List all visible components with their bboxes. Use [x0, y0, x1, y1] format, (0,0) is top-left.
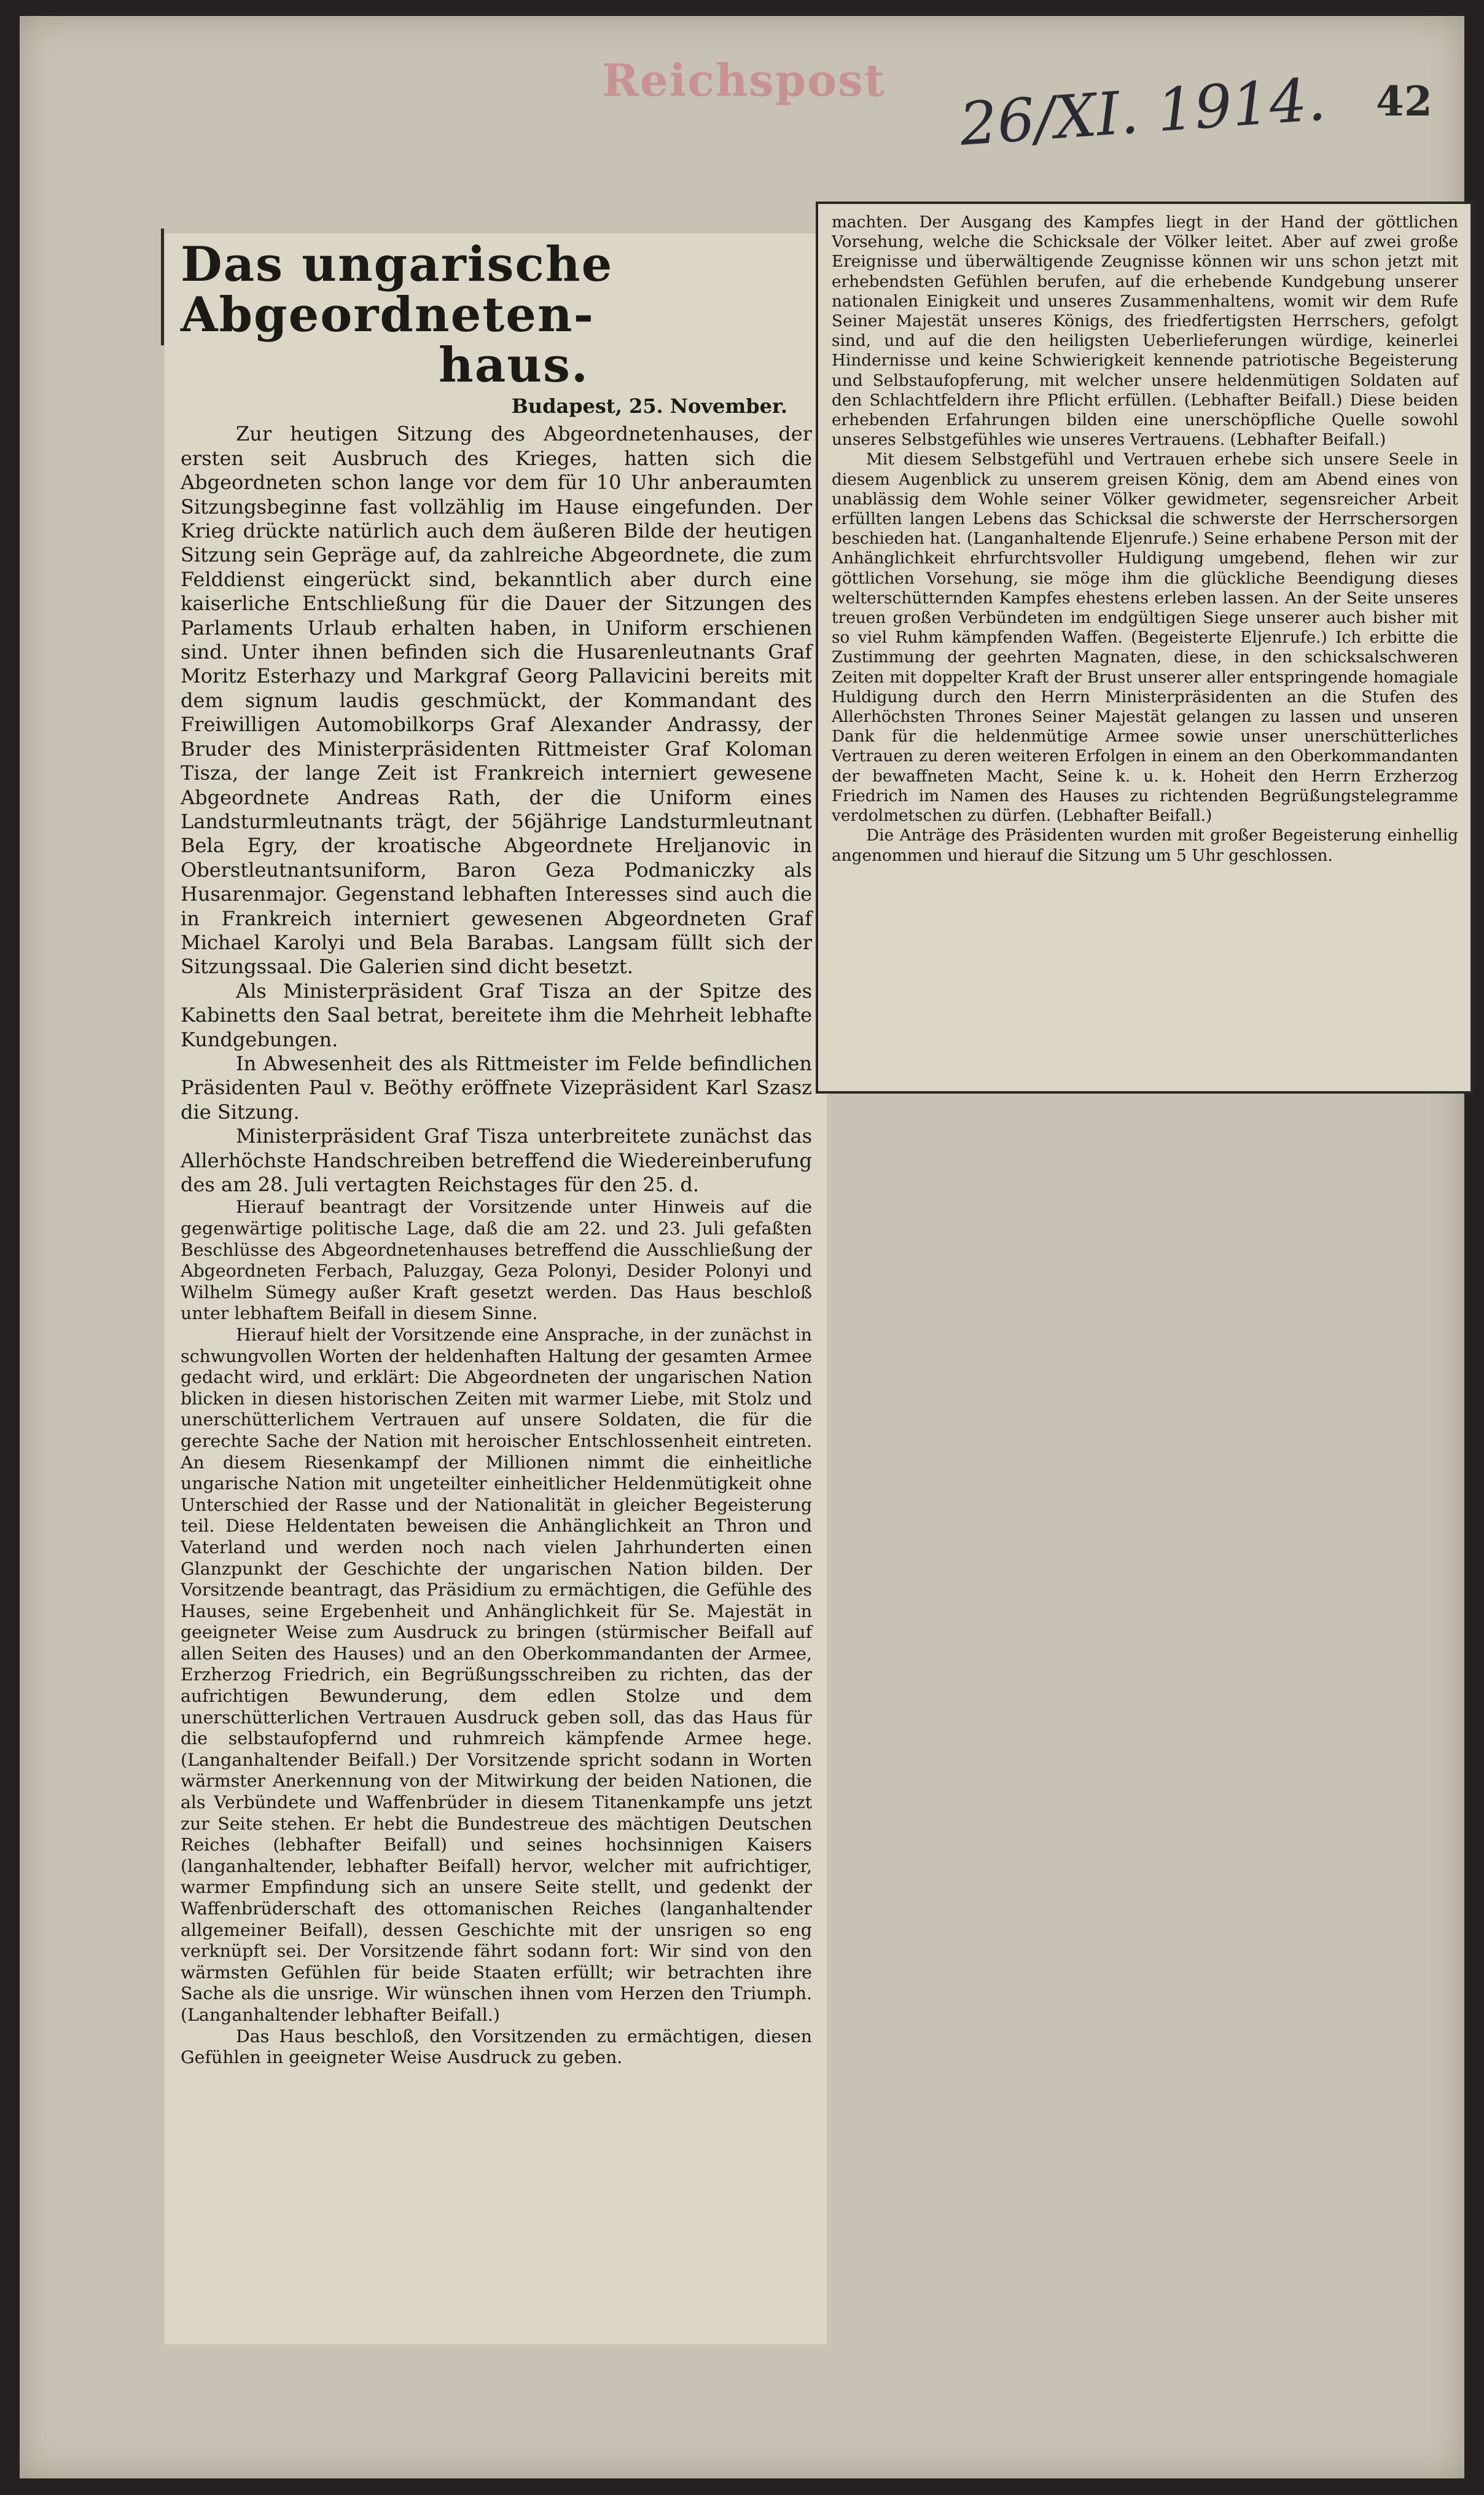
right-column-paragraph: machten. Der Ausgang des Kampfes liegt in der Hand der göttlichen Vorsehung, welche die Schicksale der Völker leitet. Aber auf zwei große Ereignisse und überwältigende Zeugnisse können wir uns schon jetzt mit erhebendsten Gefühlen berufen, auf die erhebende Kundgebung unserer nationalen Einigkeit und unseres Zusammenhaltens, womit wir dem Rufe Seiner Majestät unseres Königs, des friedfertigsten Herrschers, gefolgt sind, und auf die den heiligsten Ueberlieferungen würdige, keinerlei Hindernisse und keine Schwierigkeit kennende patriotische Begeisterung und Selbstaufopferung, mit welcher unsere heldenmütigen Soldaten auf den Schlachtfeldern ihre Pflicht erfüllen. (Lebhafter Beifall.) Diese beiden erhebenden Erfahrungen bilden eine unerschöpfliche Quelle sowohl unseres Selbstgefühles wie unseres Vertrauens. (Lebhafter Beifall.) [832, 213, 1458, 450]
title-line-1: Das ungarische Abgeordneten- [181, 237, 614, 343]
article-title [181, 237, 812, 393]
article-paragraph: In Abwesenheit des als Rittmeister im Felde befindlichen Präsidenten Paul v. Beöthy eröffnete Vizepräsident Karl Szasz die Sitzung. [181, 1051, 812, 1124]
newspaper-stamp: Reichspost [602, 54, 886, 106]
article-paragraph: Ministerpräsident Graf Tisza unterbreitete zunächst das Allerhöchste Handschreiben betreffend die Wiedereinberufung des am 28. Juli vertagten Reichstages für den 25. d. [181, 1124, 812, 1196]
article-clipping-left [165, 233, 827, 2344]
page-number: 42 [1376, 77, 1432, 125]
handwritten-date: 26/XI. 1914. [957, 65, 1328, 159]
right-column-paragraph: Mit diesem Selbstgefühl und Vertrauen erhebe sich unsere Seele in diesem Augenblick zu unserem greisen König, dem am Abend eines von unablässig dem Wohle seiner Völker gewidmeter, segensreicher Arbeit erfüllten langen Lebens das Schicksal die schwerste der Herrschersorgen beschieden hat. (Langanhaltende Eljenrufe.) Seine erhabene Person mit der Anhänglichkeit ehrfurchtsvoller Huldigung umgebend, flehen wir zur göttlichen Vorsehung, sie möge ihm die glückliche Beendigung dieses welterschütternden Kampfes ehestens erleben lassen. An der Seite unseres treuen großen Verbündeten im endgültigen Siege unserer auch bisher mit so viel Ruhm kämpfenden Waffen. (Begeisterte Eljenrufe.) Ich erbitte die Zustimmung der geehrten Magnaten, diese, in den schicksalschweren Zeiten mit doppelter Kraft der Brust unserer aller entspringende homagiale Huldigung durch den Herrn Ministerpräsidenten an die Stufen des Allerhöchsten Thrones Seiner Majestät gelangen zu lassen und unseren Dank für die heldenmütige Armee sowie unser unerschütterliches Vertrauen zu deren weiteren Erfolgen in einem an den Oberkommandanten der bewaffneten Macht, Seine k. u. k. Hoheit den Herrn Erzherzog Friedrich im Namen des Hauses zu richtenden Begrüßungstelegramme verdolmetschen zu dürfen. (Lebhafter Beifall.) [832, 450, 1458, 826]
article-clipping-right [816, 202, 1473, 1094]
article-paragraph: Als Ministerpräsident Graf Tisza an der Spitze des Kabinetts den Saal betrat, bereitete ihm die Mehrheit lebhafte Kundgebungen. [181, 979, 812, 1051]
right-column-paragraph: Die Anträge des Präsidenten wurden mit großer Begeisterung einhellig angenommen und hierauf die Sitzung um 5 Uhr geschlossen. [832, 826, 1458, 865]
article-paragraph: Das Haus beschloß, den Vorsitzenden zu ermächtigen, diesen Gefühlen in geeigneter Weise Ausdruck zu geben. [181, 2026, 812, 2068]
article-paragraph: Zur heutigen Sitzung des Abgeordnetenhauses, der ersten seit Ausbruch des Krieges, hatten sich die Abgeordneten schon lange vor dem für 10 Uhr anberaumten Sitzungsbeginne fast vollzählig im Hause eingefunden. Der Krieg drückte natürlich auch dem äußeren Bilde der heutigen Sitzung sein Gepräge auf, da zahlreiche Abgeordnete, die zum Felddienst eingerückt sind, bekanntlich aber durch eine kaiserliche Entschließung für die Dauer der Sitzungen des Parlaments Urlaub erhalten haben, in Uniform erschienen sind. Unter ihnen befinden sich die Husarenleutnants Graf Moritz Esterhazy und Markgraf Georg Pallavicini bereits mit dem signum laudis geschmückt, der Kommandant des Freiwilligen Automobilkorps Graf Alexander Andrassy, der Bruder des Ministerpräsidenten Rittmeister Graf Koloman Tisza, der lange Zeit ist Frankreich interniert gewesene Abgeordnete Andreas Rath, der die Uniform eines Landsturmleutnants trägt, der 56jährige Landsturmleutnant Bela Egry, der kroatische Abgeordnete Hreljanovic in Oberstleutnantsuniform, Baron Geza Podmaniczky als Husarenmajor. Gegenstand lebhaften Interesses sind auch die in Frankreich interniert gewesenen Abgeordneten Graf Michael Karolyi und Bela Barabas. Langsam füllt sich der Sitzungssaal. Die Galerien sind dicht besetzt. [181, 422, 812, 979]
dateline: Budapest, 25. November. [511, 394, 787, 418]
article-paragraph: Hierauf hielt der Vorsitzende eine Ansprache, in der zunächst in schwungvollen Worten der heldenhaften Haltung der gesamten Armee gedacht wird, und erklärt: Die Abgeordneten der ungarischen Nation blicken in diesen historischen Zeiten mit warmer Liebe, mit Stolz und unerschütterlichem Vertrauen auf unsere Soldaten, die für die gerechte Sache der Nation mit heroischer Entschlossenheit eintreten. An diesem Riesenkampf der Millionen nimmt die einheitliche ungarische Nation mit ungeteilter einheitlicher Heldenmütigkeit ohne Unterschied der Rasse und der Nationalität in gleicher Begeisterung teil. Diese Heldentaten beweisen die Anhänglichkeit an Thron und Vaterland und werden noch nach vielen Jahrhunderten einen Glanzpunkt der Geschichte der ungarischen Nation bilden. Der Vorsitzende beantragt, das Präsidium zu ermächtigen, die Gefühle des Hauses, seine Ergebenheit und Anhänglichkeit für Se. Majestät in geeigneter Weise zum Ausdruck zu bringen (stürmischer Beifall auf allen Seiten des Hauses) und an den Oberkommandanten der Armee, Erzherzog Friedrich, ein Begrüßungsschreiben zu richten, das der aufrichtigen Bewunderung, dem edlen Stolze und dem unerschütterlichen Vertrauen Ausdruck geben soll, das das Haus für die selbstaufopfernd und ruhmreich kämpfende Armee hege. (Langanhaltender Beifall.) Der Vorsitzende spricht sodann in Worten wärmster Anerkennung von der Mitwirkung der beiden Nationen, die als Verbündete und Waffenbrüder in diesem Titanenkampfe uns jetzt zur Seite stehen. Er hebt die Bundestreue des mächtigen Deutschen Reiches (lebhafter Beifall) und seines hochsinnigen Kaisers (langanhaltender, lebhafter Beifall) hervor, welcher mit aufrichtiger, warmer Empfindung sich an unsere Seite stellt, und gedenkt der Waffenbrüderschaft des ottomanischen Reiches (langanhaltender allgemeiner Beifall), dessen Geschichte mit der unsrigen so eng verknüpft sei. Der Vorsitzende fährt sodann fort: Wir sind von den wärmsten Gefühlen für beide Staaten erfüllt; wir betrachten ihre Sache als die unsrige. Wir wünschen ihnen vom Herzen den Triumph. (Langanhaltender lebhafter Beifall.) [181, 1324, 812, 2025]
article-paragraph: Hierauf beantragt der Vorsitzende unter Hinweis auf die gegenwärtige politische Lage, daß die am 22. und 23. Juli gefaßten Beschlüsse des Abgeordnetenhauses betreffend die Ausschließung der Abgeordneten Ferbach, Paluzgay, Geza Polonyi, Desider Polonyi und Wilhelm Sümegy außer Kraft gesetzt werden. Das Haus beschloß unter lebhaftem Beifall in diesem Sinne. [181, 1197, 812, 1324]
title-line-2: haus. [439, 337, 590, 393]
column-rule [161, 229, 164, 345]
